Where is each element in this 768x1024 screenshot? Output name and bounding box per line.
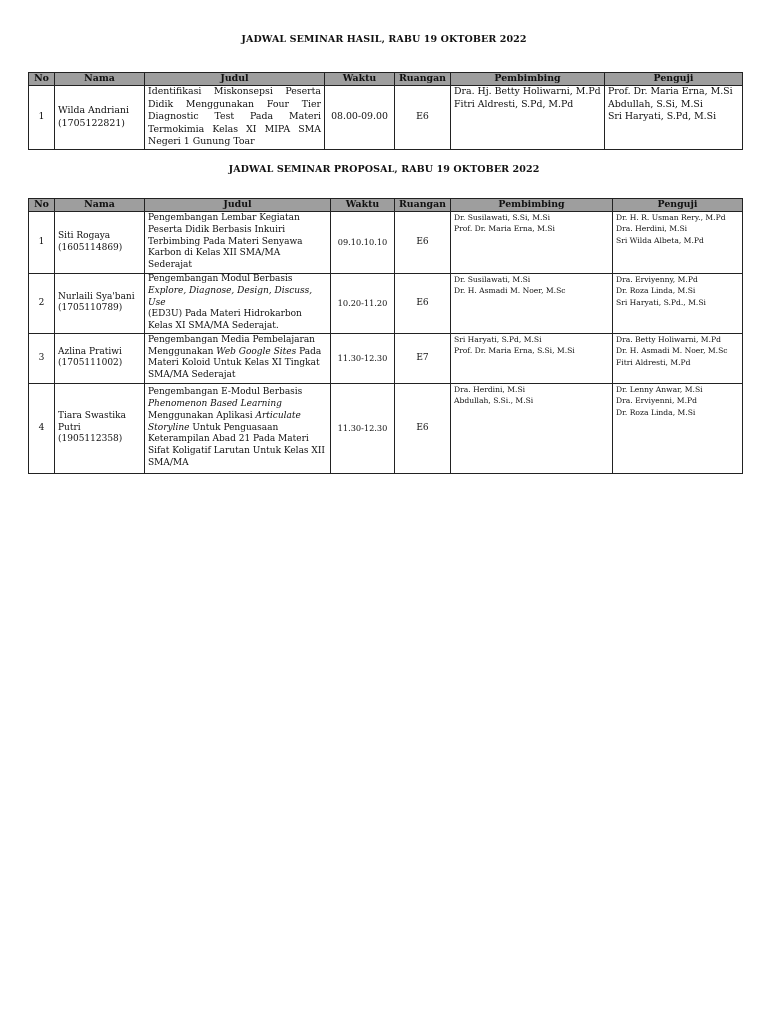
header-penguji: Penguji	[613, 199, 743, 212]
penguji-name: Dr. Roza Linda, M.Si	[616, 407, 696, 417]
penguji-name: Dra. Betty Holiwarni, M.Pd	[616, 334, 721, 344]
cell-nama	[55, 274, 145, 334]
penguji-name: Dra. Herdini, M.Si	[616, 224, 688, 234]
judul-italic: Explore, Diagnose, Design, Discuss, Use	[148, 285, 313, 308]
cell-waktu: 09.10.10.10	[331, 212, 395, 274]
penguji-name: Sri Haryati, S.Pd., M.Si	[616, 297, 706, 307]
cell-waktu: 10.20-11.20	[331, 274, 395, 334]
cell-no: 1	[29, 86, 55, 150]
student-name: Nurlaili Sya'bani	[58, 291, 135, 302]
penguji-name: Abdullah, S.Si, M.Si	[608, 98, 703, 110]
cell-waktu: 08.00-09.00	[325, 86, 395, 150]
pembimbing-name: Fitri Aldresti, S.Pd, M.Pd	[454, 98, 574, 110]
cell-pembimbing	[451, 212, 613, 274]
pembimbing-name: Dr. H. Asmadi M. Noer, M.Sc	[454, 286, 566, 296]
judul-text: Menggunakan	[148, 346, 217, 357]
header-no: No	[29, 73, 55, 86]
cell-no: 1	[29, 212, 55, 274]
penguji-name: Sri Haryati, S.Pd, M.Si	[608, 111, 717, 123]
judul-line: Terbimbing Pada Materi Senyawa	[148, 236, 303, 247]
student-name: Putri	[58, 422, 81, 433]
judul-line: Materi Koloid Untuk Kelas XI Tingkat	[148, 358, 320, 369]
judul-line	[148, 347, 327, 359]
cell-ruangan: E7	[395, 333, 451, 383]
cell-no: 3	[29, 333, 55, 383]
pembimbing-name: Dr. Susilawati, M.Si	[454, 275, 531, 284]
judul-italic: Web Google Sites	[216, 346, 297, 357]
seminar-hasil-table	[28, 72, 743, 150]
penguji-name: Fitri Aldresti, M.Pd	[616, 357, 691, 367]
header-waktu: Waktu	[325, 73, 395, 86]
penguji-name: Dra. Erviyenny, M.Pd	[616, 275, 698, 284]
judul-line	[148, 411, 327, 423]
judul-line	[148, 423, 327, 435]
cell-judul	[145, 383, 331, 473]
judul-line: Pengembangan Modul Berbasis	[148, 274, 293, 284]
header-judul: Judul	[145, 73, 325, 86]
judul-line: Keterampilan Abad 21 Pada Materi	[148, 434, 309, 445]
cell-penguji	[613, 274, 743, 334]
judul-line: Pengembangan E-Modul Berbasis	[148, 387, 303, 398]
pembimbing-name: Dra. Hj. Betty Holiwarni, M.Pd	[454, 86, 601, 97]
cell-pembimbing	[451, 274, 613, 334]
pembimbing-name: Abdullah, S.Si., M.Si	[454, 396, 534, 406]
judul-italic: Articulate	[255, 410, 301, 421]
judul-line: Pengembangan Media Pembelajaran	[148, 334, 315, 345]
cell-nama: Wilda Andriani (1705122821)	[55, 86, 145, 150]
cell-penguji	[605, 86, 743, 150]
cell-no: 2	[29, 274, 55, 334]
cell-no: 4	[29, 383, 55, 473]
judul-line: Peserta Didik Berbasis Inkuiri	[148, 224, 286, 235]
student-id: (1605114869)	[58, 242, 123, 253]
judul-line	[148, 286, 327, 310]
header-penguji: Penguji	[605, 73, 743, 86]
judul-text: Untuk Penguasaan	[189, 422, 279, 433]
table-row	[29, 383, 743, 473]
penguji-name: Sri Wilda Albeta, M.Pd	[616, 235, 704, 245]
header-ruangan: Ruangan	[395, 73, 451, 86]
judul-line: SMA/MA	[148, 457, 189, 468]
penguji-name: Dr. Roza Linda, M.Si	[616, 286, 696, 296]
judul-line: Kelas XI SMA/MA Sederajat.	[148, 321, 279, 332]
cell-nama	[55, 383, 145, 473]
judul-italic: Phenomenon Based Learning	[148, 398, 282, 409]
cell-ruangan: E6	[395, 212, 451, 274]
student-name: Siti Rogaya	[58, 230, 111, 241]
judul-italic: Storyline	[148, 422, 190, 433]
judul-text: Menggunakan Aplikasi	[148, 410, 256, 421]
cell-ruangan: E6	[395, 86, 451, 150]
table-header-row	[29, 199, 743, 212]
pembimbing-name: Dra. Herdini, M.Si	[454, 384, 526, 394]
judul-text: Pada	[296, 346, 322, 357]
student-name: Azlina Pratiwi	[58, 346, 122, 357]
cell-penguji	[613, 383, 743, 473]
judul-line: Karbon di Kelas XII SMA/MA	[148, 248, 281, 259]
pembimbing-name: Prof. Dr. Maria Erna, S.Si, M.Si	[454, 346, 575, 356]
pembimbing-name: Prof. Dr. Maria Erna, M.Si	[454, 224, 555, 234]
table-row	[29, 212, 743, 274]
cell-nama	[55, 212, 145, 274]
judul-line: Pengembangan Lembar Kegiatan	[148, 213, 300, 223]
penguji-name: Dr. H. R. Usman Rery., M.Pd	[616, 213, 726, 222]
judul-line: (ED3U) Pada Materi Hidrokarbon	[148, 309, 302, 320]
header-no: No	[29, 199, 55, 212]
header-nama: Nama	[55, 199, 145, 212]
table-row	[29, 86, 743, 150]
penguji-name: Prof. Dr. Maria Erna, M.Si	[608, 86, 733, 97]
header-pembimbing: Pembimbing	[451, 73, 605, 86]
student-id: (1705110789)	[58, 303, 123, 314]
seminar-hasil-title: JADWAL SEMINAR HASIL, RABU 19 OKTOBER 2022	[241, 34, 527, 45]
penguji-name: Dr. Lenny Anwar, M.Si	[616, 384, 703, 394]
header-pembimbing: Pembimbing	[451, 199, 613, 212]
penguji-name: Dr. H. Asmadi M. Noer, M.Sc	[616, 346, 728, 356]
student-id: (1905112358)	[58, 434, 123, 445]
cell-ruangan: E6	[395, 383, 451, 473]
student-id: (1705111002)	[58, 358, 123, 369]
seminar-proposal-table	[28, 198, 743, 474]
cell-waktu: 11.30-12.30	[331, 333, 395, 383]
judul-line: Sifat Koligatif Larutan Untuk Kelas XII	[148, 446, 325, 457]
seminar-proposal-title: JADWAL SEMINAR PROPOSAL, RABU 19 OKTOBER 2022	[228, 164, 540, 175]
cell-pembimbing	[451, 333, 613, 383]
pembimbing-name: Dr. Susilawati, S.Si, M.Si	[454, 213, 551, 222]
cell-ruangan: E6	[395, 274, 451, 334]
header-waktu: Waktu	[331, 199, 395, 212]
header-nama: Nama	[55, 73, 145, 86]
cell-penguji	[613, 212, 743, 274]
table-header-row	[29, 73, 743, 86]
judul-line: Sederajat	[148, 260, 193, 271]
cell-penguji	[613, 333, 743, 383]
table-row	[29, 274, 743, 334]
judul-line: SMA/MA Sederajat	[148, 370, 236, 381]
cell-pembimbing	[451, 86, 605, 150]
cell-pembimbing	[451, 383, 613, 473]
cell-waktu: 11.30-12.30	[331, 383, 395, 473]
cell-judul	[145, 333, 331, 383]
header-judul: Judul	[145, 199, 331, 212]
judul-line	[148, 399, 327, 411]
cell-judul	[145, 274, 331, 334]
cell-judul: Identifikasi Miskonsepsi Peserta Didik Menggunakan Four Tier Diagnostic Test Pada Materi Termokimia Kelas XI MIPA SMA Negeri 1 Gunung Toar	[145, 86, 325, 150]
table-row	[29, 333, 743, 383]
cell-nama	[55, 333, 145, 383]
cell-judul	[145, 212, 331, 274]
header-ruangan: Ruangan	[395, 199, 451, 212]
student-name: Tiara Swastika	[58, 410, 126, 421]
pembimbing-name: Sri Haryati, S.Pd, M.Si	[454, 334, 542, 344]
penguji-name: Dra. Erviyenni, M.Pd	[616, 396, 697, 406]
